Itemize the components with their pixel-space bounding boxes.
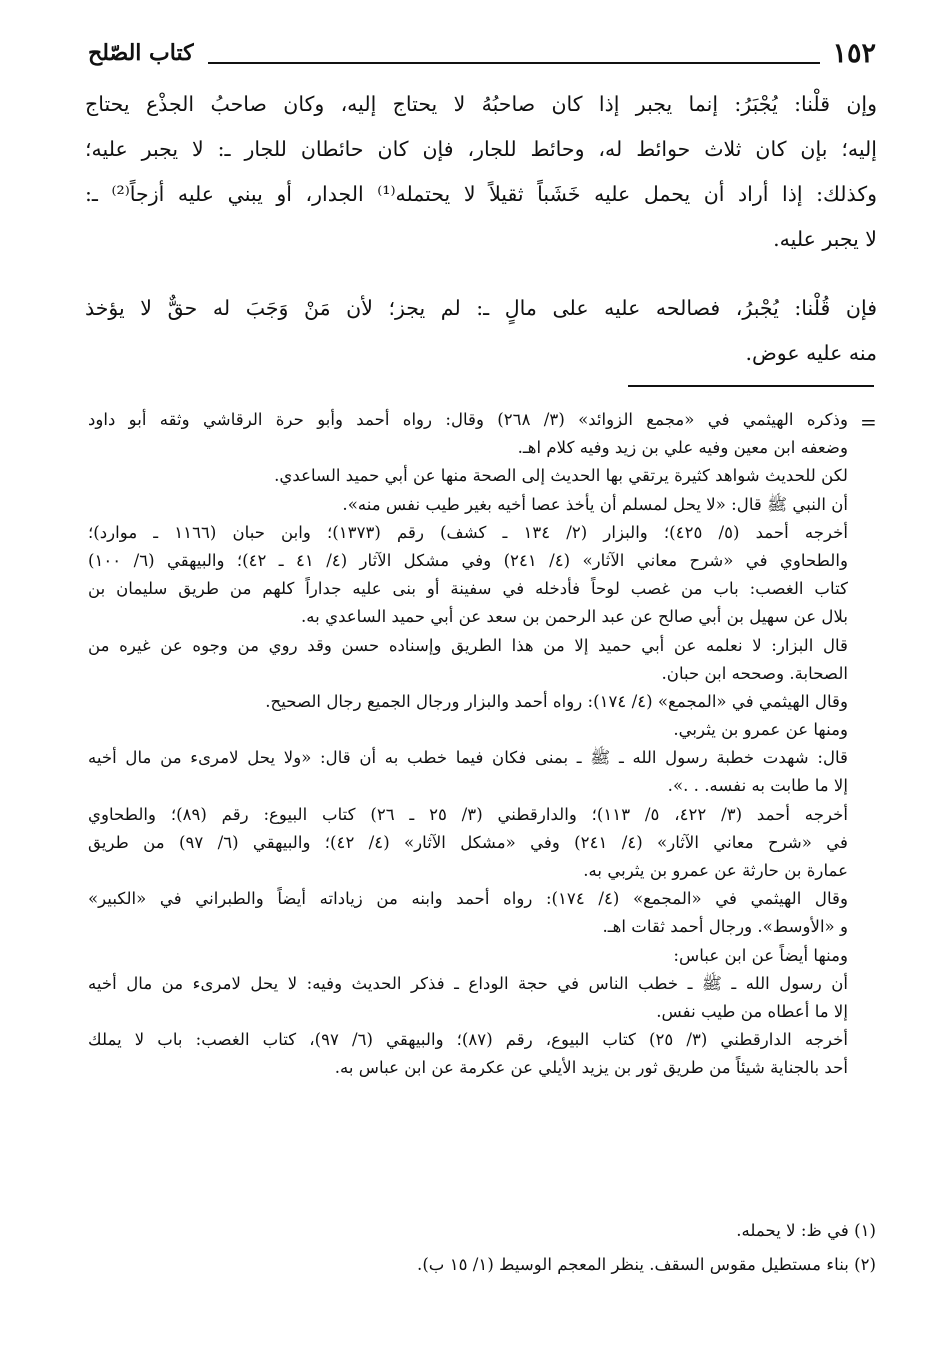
footnote-line: وذكره الهيثمي في «مجمع الزوائد» (٣/ ٢٦٨) وقال: رواه أحمد وأبو حرة الرقاشي وثقه أبو داود [88,410,848,429]
footnote-line: أحد بالجناية شيئاً من طريق ثور بن يزيد الأيلي عن عكرمة عن ابن عباس به. [334,1058,848,1078]
footnote-line: وقال الهيثمي في «المجمع» (٤/ ١٧٤): رواه أحمد وابنه من زياداته أيضاً والطبراني في «الكبير» [88,889,848,909]
footnote-line: بلال عن سهيل بن أبي صالح عن عبد الرحمن بن سعد عن أبي حميد الساعدي به. [301,607,848,627]
footnote-line: لكن للحديث شواهد كثيرة يرتقي بها الحديث إلى الصحة منها عن أبي حميد الساعدي. [274,466,848,486]
footnote-separator [628,385,874,387]
footnote-line: أخرجه أحمد (٣/ ٤٢٢، ٥/ ١١٣)؛ والدارقطني (٣/ ٢٥ ـ ٢٦) كتاب البيوع: رقم (٨٩)؛ والطحاوي [88,804,848,824]
footnote-line: ومنها أيضاً عن ابن عباس: [673,945,848,965]
footnote-line: إلا ما طابت به نفسه. . .». [667,776,848,796]
footnote-line: في «شرح معاني الآثار» (٤/ ٢٤١) وفي «مشكل الآثار» (٤/ ٤٢)؛ والبيهقي (٦/ ٩٧) من طريق [88,832,848,852]
chapter-title: كتاب الصّلح [88,40,194,66]
page-header [88,38,876,78]
footnote-line: قال البزار: لا نعلمه عن أبي حميد إلا من هذا الطريق وإسناده حسن وقد روي من وجوه عن غيره من [88,635,848,655]
footnote-line: قال: شهدت خطبة رسول الله ـ ﷺ ـ بمنى فكان فيما خطب به أن قال: «ولا يحل لامرىء من مال أخيه [88,748,848,768]
main-text [85,82,877,376]
page-number: ١٥٢ [832,38,876,69]
footnote-line: والطحاوي في «شرح معاني الآثار» (٤/ ٢٤١) وفي مشكل الآثار (٤/ ٤١ ـ ٤٢)؛ والبيهقي (٦/ ١٠٠) [88,550,848,570]
footnote-line: كتاب الغصب: باب من غصب لوحاً فأدخله في سفينة أو بنى عليه جداراً كلهم من طريق سليمان بن [88,579,848,599]
footnote-line: أخرجه أحمد (٥/ ٤٢٥)؛ والبزار (٢/ ١٣٤ ـ كشف) رقم (١٣٧٣)؛ وابن حبان (١١٦٦ ـ موارد)؛ [88,522,849,542]
footnote-block [88,406,848,1083]
footnote-line: إلا ما أعطاه من طيب نفس. [656,1001,848,1021]
footnote-line: ومنها عن عمرو بن يثربي. [673,720,848,740]
footnote-line: أخرجه الدارقطني (٣/ ٢٥) كتاب البيوع، رقم (٨٧)؛ والبيهقي (٦/ ٩٧)، كتاب الغصب: باب لا يملك [88,1030,849,1050]
main-line: وإن قلْنا: يُجْبَرُ: إنما يجبر إذا كان صاحبُهُ لا يحتاج إليه، وكان صاحبُ الجذْع يحتاج [85,92,877,116]
footnote-line: و «الأوسط». ورجال أحمد ثقات اهـ. [602,917,848,937]
note-2: (٢) بناء مستطيل مقوس السقف. ينظر المعجم الوسيط (١/ ١٥ ب). [417,1255,876,1274]
header-rule [208,62,820,64]
footnote-line: عمارة بن حارثة عن عمرو بن يثربي به. [583,861,848,880]
footnote-line: أن النبي ﷺ قال: «لا يحل لمسلم أن يأخذ عصا أخيه بغير طيب نفس منه». [342,494,848,514]
footnote-line: وقال الهيثمي في «المجمع» (٤/ ١٧٤): رواه أحمد والبزار ورجال الجميع رجال الصحيح. [265,691,848,711]
main-line: لا يجبر عليه. [773,227,877,251]
footnote-line: أن رسول الله ـ ﷺ ـ خطب الناس في حجة الوداع ـ فذكر الحديث وفيه: لا يحل لامرىء من مال أخيه [88,973,848,993]
continuation-marker: = [860,410,877,434]
main-line: إليه؛ بإن كان ثلاث حوائط له، وحائط للجار، فإن كان حائطان للجار ـ: لا يجبر عليه؛ [85,137,877,161]
note-1: (١) في ظ: لا يحمله. [736,1221,876,1240]
footnote-line: الصحابة. وصححه ابن حبان. [661,663,848,683]
main-line: فإن قُلْنا: يُجْبرُ، فصالحه عليه على مالٍ ـ: لم يجز؛ لأن مَنْ وَجَبَ له حقٌّ لا يؤخذ [85,296,877,320]
main-line: وكذلك: إذا أراد أن يحمل عليه خَشَباً ثقيلاً لا يحتمله⁽¹⁾ الجدار، أو يبني عليه أزجاً⁽²⁾ ـ: [85,182,877,206]
main-line: منه عليه عوض. [745,341,877,365]
numbered-notes [88,1214,876,1282]
footnote-line: وضعفه ابن معين وفيه علي بن زيد وفيه كلام اهـ. [517,438,848,458]
